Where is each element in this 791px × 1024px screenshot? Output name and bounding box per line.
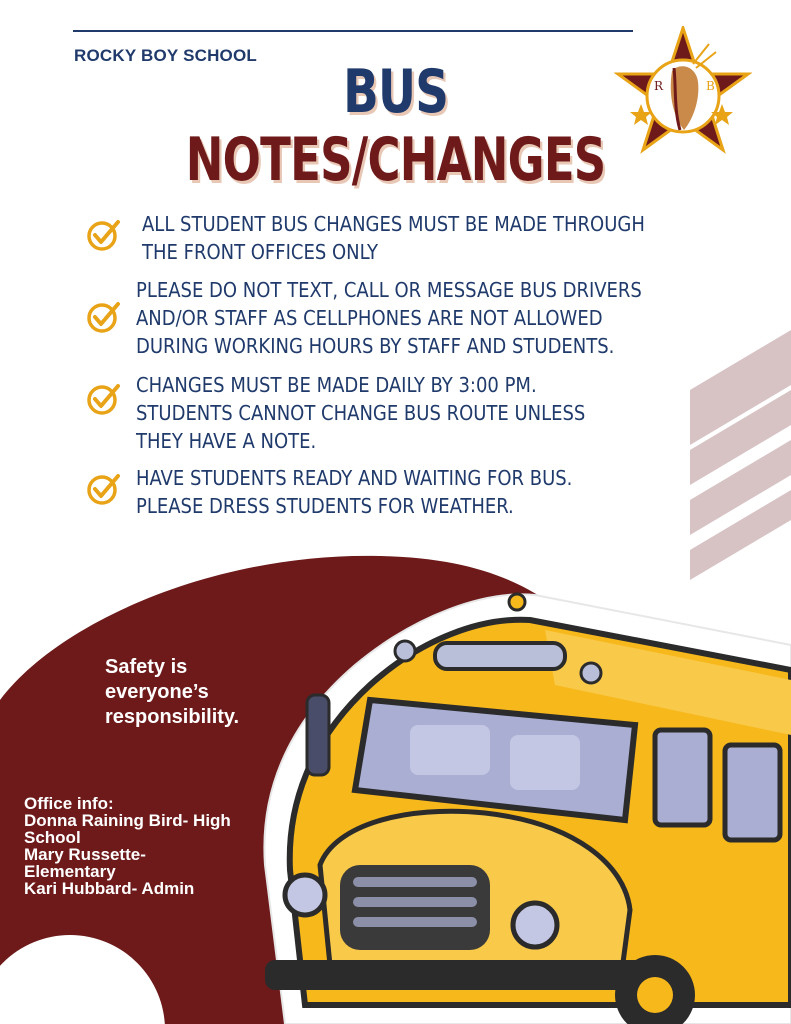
note-line: THEY HAVE A NOTE. (136, 429, 317, 453)
title-notes-changes: NOTES/CHANGES (185, 125, 606, 195)
checkmark-icon (84, 214, 124, 254)
note-item (136, 464, 572, 520)
logo-letter-b: B (706, 79, 715, 93)
office-line: Elementary (24, 862, 116, 881)
note-line: ALL STUDENT BUS CHANGES MUST BE MADE THROUGH (142, 212, 645, 236)
safety-slogan (105, 655, 305, 730)
safety-line: everyone’s (105, 681, 209, 703)
office-line: Mary Russette- (24, 845, 146, 864)
note-line: HAVE STUDENTS READY AND WAITING FOR BUS. (136, 466, 573, 490)
note-item (142, 210, 645, 266)
checkmark-icon (84, 468, 124, 508)
checkmark-icon (84, 296, 124, 336)
note-line: PLEASE DRESS STUDENTS FOR WEATHER. (136, 494, 514, 518)
title-bus: BUS (343, 57, 449, 127)
office-heading: Office info: (24, 794, 114, 813)
office-line: School (24, 828, 81, 847)
school-bus-illustration (245, 565, 791, 1024)
safety-line: responsibility. (105, 706, 240, 728)
office-line: Kari Hubbard- Admin (24, 879, 195, 898)
office-info (24, 795, 284, 897)
note-item (136, 371, 585, 455)
top-rule (73, 30, 633, 32)
note-line: DURING WORKING HOURS BY STAFF AND STUDENTS. (136, 334, 615, 358)
rocky-boy-star-emblem-icon (614, 26, 752, 156)
note-line: AND/OR STAFF AS CELLPHONES ARE NOT ALLOWED (136, 306, 603, 330)
logo-letter-r: R (654, 79, 664, 93)
note-item (136, 276, 642, 360)
note-line: CHANGES MUST BE MADE DAILY BY 3:00 PM. (136, 373, 537, 397)
note-line: STUDENTS CANNOT CHANGE BUS ROUTE UNLESS (136, 401, 586, 425)
chevron-up-decoration-icon (690, 330, 791, 592)
office-line: Donna Raining Bird- High (24, 811, 231, 830)
note-line: PLEASE DO NOT TEXT, CALL OR MESSAGE BUS DRIVERS (136, 278, 642, 302)
note-line: THE FRONT OFFICES ONLY (142, 240, 378, 264)
school-name: ROCKY BOY SCHOOL (74, 46, 257, 65)
safety-line: Safety is (105, 656, 188, 678)
checkmark-icon (84, 378, 124, 418)
